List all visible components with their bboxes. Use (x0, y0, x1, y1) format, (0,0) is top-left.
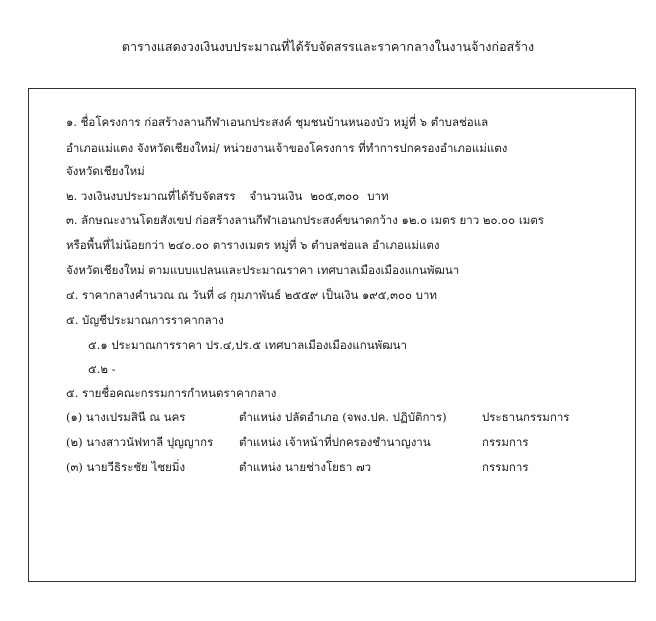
estimate-list-item-2: ๕.๒ - (88, 362, 116, 376)
budget-unit: บาท (367, 189, 389, 203)
committee-member-position: ตำแหน่ง ปลัดอำเภอ (จพง.ปค. ปฏิบัติการ) (239, 410, 447, 424)
median-price-line: ๔. ราคากลางคำนวณ ณ วันที่ ๘ กุมภาพันธ์ ๒๕๕๙ เป็นเงิน ๑๙๕,๓๐๐ บาท (66, 288, 437, 302)
work-description-line-2: หรือพื้นที่ไม่น้อยกว่า ๒๔๐.๐๐ ตารางเมตร หมู่ที่ ๖ ตำบลช่อแล อำเภอแม่แตง (66, 238, 440, 252)
committee-member-name: (๑) นางเปรมสินี ณ นคร (66, 410, 186, 424)
budget-amount: ๒๐๕,๓๐๐ (310, 189, 360, 203)
committee-member-role: กรรมการ (482, 435, 529, 449)
estimate-list-item-1: ๕.๑ ประมาณการราคา ปร.๔,ปร.๕ เทศบาลเมืองเมืองแกนพัฒนา (88, 338, 407, 352)
page-title: ตารางแสดงวงเงินงบประมาณที่ได้รับจัดสรรและราคากลางในงานจ้างก่อสร้าง (121, 39, 535, 54)
project-name-line-3: จังหวัดเชียงใหม่ (66, 164, 145, 178)
committee-member-role: ประธานกรรมการ (482, 410, 570, 424)
project-name-line-1: ๑. ชื่อโครงการ ก่อสร้างลานกีฬาเอนกประสงค์ ชุมชนบ้านหนองบัว หมู่ที่ ๖ ตำบลช่อแล (66, 115, 489, 129)
committee-member-name: (๒) นางสาวนัฟทาลี ปุญญากร (66, 435, 214, 449)
committee-member-position: ตำแหน่ง เจ้าหน้าที่ปกครองชำนาญงาน (239, 435, 431, 449)
budget-label: ๒. วงเงินงบประมาณที่ได้รับจัดสรร (66, 189, 236, 203)
work-description-line-1: ๓. ลักษณะงานโดยสังเขป ก่อสร้างลานกีฬาเอนกประสงค์ขนาดกว้าง ๑๒.๐ เมตร ยาว ๒๐.๐๐ เมตร (66, 213, 544, 227)
committee-member-position: ตำแหน่ง นายช่างโยธา ๗ว (239, 460, 372, 474)
budget-amount-label: จำนวนเงิน (249, 189, 303, 203)
project-name-line-2: อำเภอแม่แตง จังหวัดเชียงใหม่/ หน่วยงานเจ้าของโครงการ ที่ทำการปกครองอำเภอแม่แตง (66, 141, 508, 155)
work-description-line-3: จังหวัดเชียงใหม่ ตามแบบแปลนและประมาณราคา เทศบาลเมืองเมืองแกนพัฒนา (66, 263, 460, 277)
committee-member-name: (๓) นายวีธิระชัย ไชยมิ่ง (66, 460, 186, 474)
committee-member-role: กรรมการ (482, 460, 529, 474)
estimate-list-heading: ๕. บัญชีประมาณการราคากลาง (66, 313, 224, 327)
budget-line (66, 188, 389, 204)
committee-heading: ๕. รายชื่อคณะกรรมการกำหนดราคากลาง (66, 386, 277, 400)
